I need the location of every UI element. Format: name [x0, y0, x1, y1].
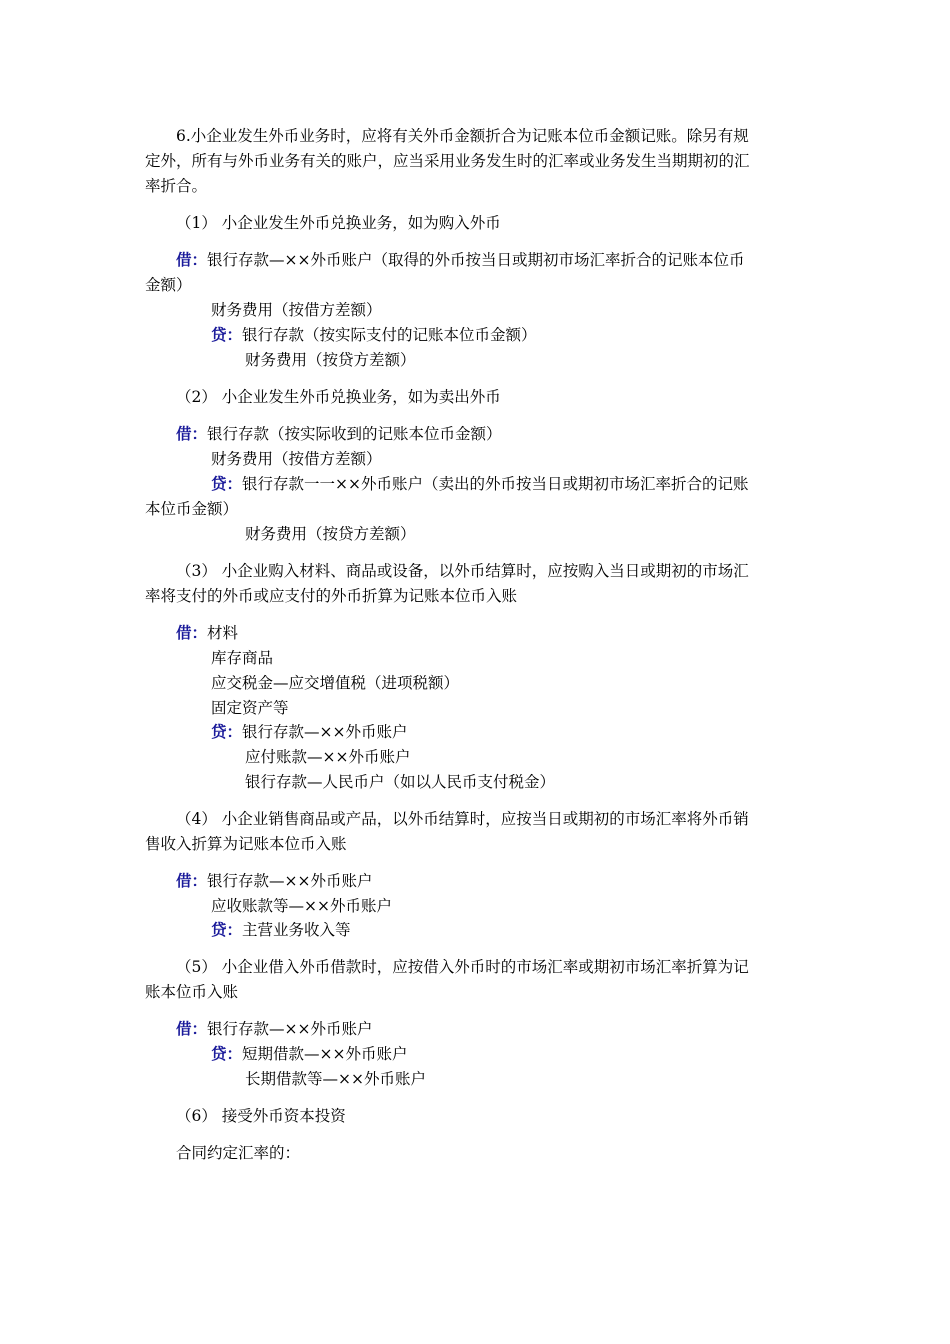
- line-text: 银行存款—××外币账户: [242, 723, 408, 741]
- text-line: [145, 149, 750, 173]
- text-line: [176, 1141, 300, 1165]
- text-line: [176, 385, 501, 409]
- line-text: 库存商品: [211, 649, 274, 667]
- text-line: [211, 720, 408, 744]
- line-text: （1） 小企业发生外币兑换业务，如为购入外币: [176, 214, 501, 232]
- text-line: [176, 559, 749, 583]
- line-text: 材料: [207, 624, 239, 642]
- line-text: 本位币金额）: [145, 500, 239, 518]
- text-line: [145, 832, 347, 856]
- line-text: 财务费用（按贷方差额）: [245, 525, 416, 543]
- text-line: [211, 298, 382, 322]
- line-text: （5） 小企业借入外币借款时，应按借入外币时的市场汇率或期初市场汇率折算为记: [176, 958, 749, 976]
- text-line: [245, 770, 555, 794]
- text-line: [245, 745, 410, 769]
- text-line: [176, 124, 749, 148]
- text-line: [211, 1042, 408, 1066]
- text-line: [211, 918, 351, 942]
- line-text: 定外，所有与外币业务有关的账户，应当采用业务发生时的汇率或业务发生当期期初的汇: [145, 152, 750, 170]
- entry-keyword: 贷：: [211, 1044, 243, 1063]
- text-line: [145, 980, 238, 1004]
- text-line: [245, 1067, 426, 1091]
- line-text: 银行存款—人民币户（如以人民币支付税金）: [245, 773, 556, 791]
- line-text: 固定资产等: [211, 699, 289, 717]
- line-text: 银行存款—××外币账户（取得的外币按当日或期初市场汇率折合的记账本位币: [207, 251, 745, 269]
- entry-keyword: 借：: [176, 424, 208, 443]
- line-text: 财务费用（按贷方差额）: [245, 351, 416, 369]
- line-text: 银行存款（按实际收到的记账本位币金额）: [207, 425, 502, 443]
- text-line: [211, 472, 749, 496]
- line-text: 应交税金—应交增值税（进项税额）: [211, 674, 460, 692]
- text-line: [211, 894, 392, 918]
- line-text: （4） 小企业销售商品或产品，以外币结算时，应按当日或期初的市场汇率将外币销: [176, 810, 749, 828]
- line-text: 短期借款—××外币账户: [242, 1045, 408, 1063]
- line-text: （6） 接受外币资本投资: [176, 1107, 346, 1125]
- entry-keyword: 借：: [176, 250, 208, 269]
- line-text: 账本位币入账: [145, 983, 239, 1001]
- text-line: [245, 348, 416, 372]
- text-line: [145, 584, 517, 608]
- entry-keyword: 贷：: [211, 474, 243, 493]
- line-text: 率折合。: [145, 177, 208, 195]
- line-text: 应付账款—××外币账户: [245, 748, 411, 766]
- entry-keyword: 贷：: [211, 722, 243, 741]
- line-text: 银行存款（按实际支付的记账本位币金额）: [242, 326, 537, 344]
- line-text: 率将支付的外币或应支付的外币折算为记账本位币入账: [145, 587, 518, 605]
- text-line: [211, 671, 459, 695]
- text-line: [176, 807, 749, 831]
- text-line: [176, 248, 745, 272]
- text-line: [176, 955, 749, 979]
- line-text: 合同约定汇率的：: [176, 1144, 301, 1162]
- entry-keyword: 贷：: [211, 920, 243, 939]
- line-text: 财务费用（按借方差额）: [211, 450, 382, 468]
- text-line: [145, 273, 192, 297]
- text-line: [145, 497, 238, 521]
- text-line: [245, 522, 416, 546]
- text-line: [211, 646, 273, 670]
- line-text: 应收账款等—××外币账户: [211, 897, 392, 915]
- entry-keyword: 贷：: [211, 325, 243, 344]
- line-text: 银行存款—××外币账户: [207, 1020, 373, 1038]
- text-line: [176, 1104, 346, 1128]
- text-line: [176, 621, 238, 645]
- line-text: 银行存款一一××外币账户（卖出的外币按当日或期初市场汇率折合的记账: [242, 475, 749, 493]
- line-text: （2） 小企业发生外币兑换业务，如为卖出外币: [176, 388, 501, 406]
- line-text: （3） 小企业购入材料、商品或设备，以外币结算时，应按购入当日或期初的市场汇: [176, 562, 749, 580]
- text-line: [176, 869, 373, 893]
- entry-keyword: 借：: [176, 623, 208, 642]
- line-text: 长期借款等—××外币账户: [245, 1070, 426, 1088]
- text-line: [211, 696, 289, 720]
- line-text: 主营业务收入等: [242, 921, 351, 939]
- text-line: [176, 1017, 373, 1041]
- line-text: 财务费用（按借方差额）: [211, 301, 382, 319]
- entry-keyword: 借：: [176, 871, 208, 890]
- line-text: 售收入折算为记账本位币入账: [145, 835, 347, 853]
- text-line: [176, 211, 501, 235]
- text-line: [145, 174, 207, 198]
- line-text: 金额）: [145, 276, 192, 294]
- text-line: [211, 447, 382, 471]
- entry-keyword: 借：: [176, 1019, 208, 1038]
- text-line: [211, 323, 537, 347]
- line-text: 6.小企业发生外币业务时，应将有关外币金额折合为记账本位币金额记账。除另有规: [176, 127, 749, 145]
- line-text: 银行存款—××外币账户: [207, 872, 373, 890]
- text-line: [176, 422, 502, 446]
